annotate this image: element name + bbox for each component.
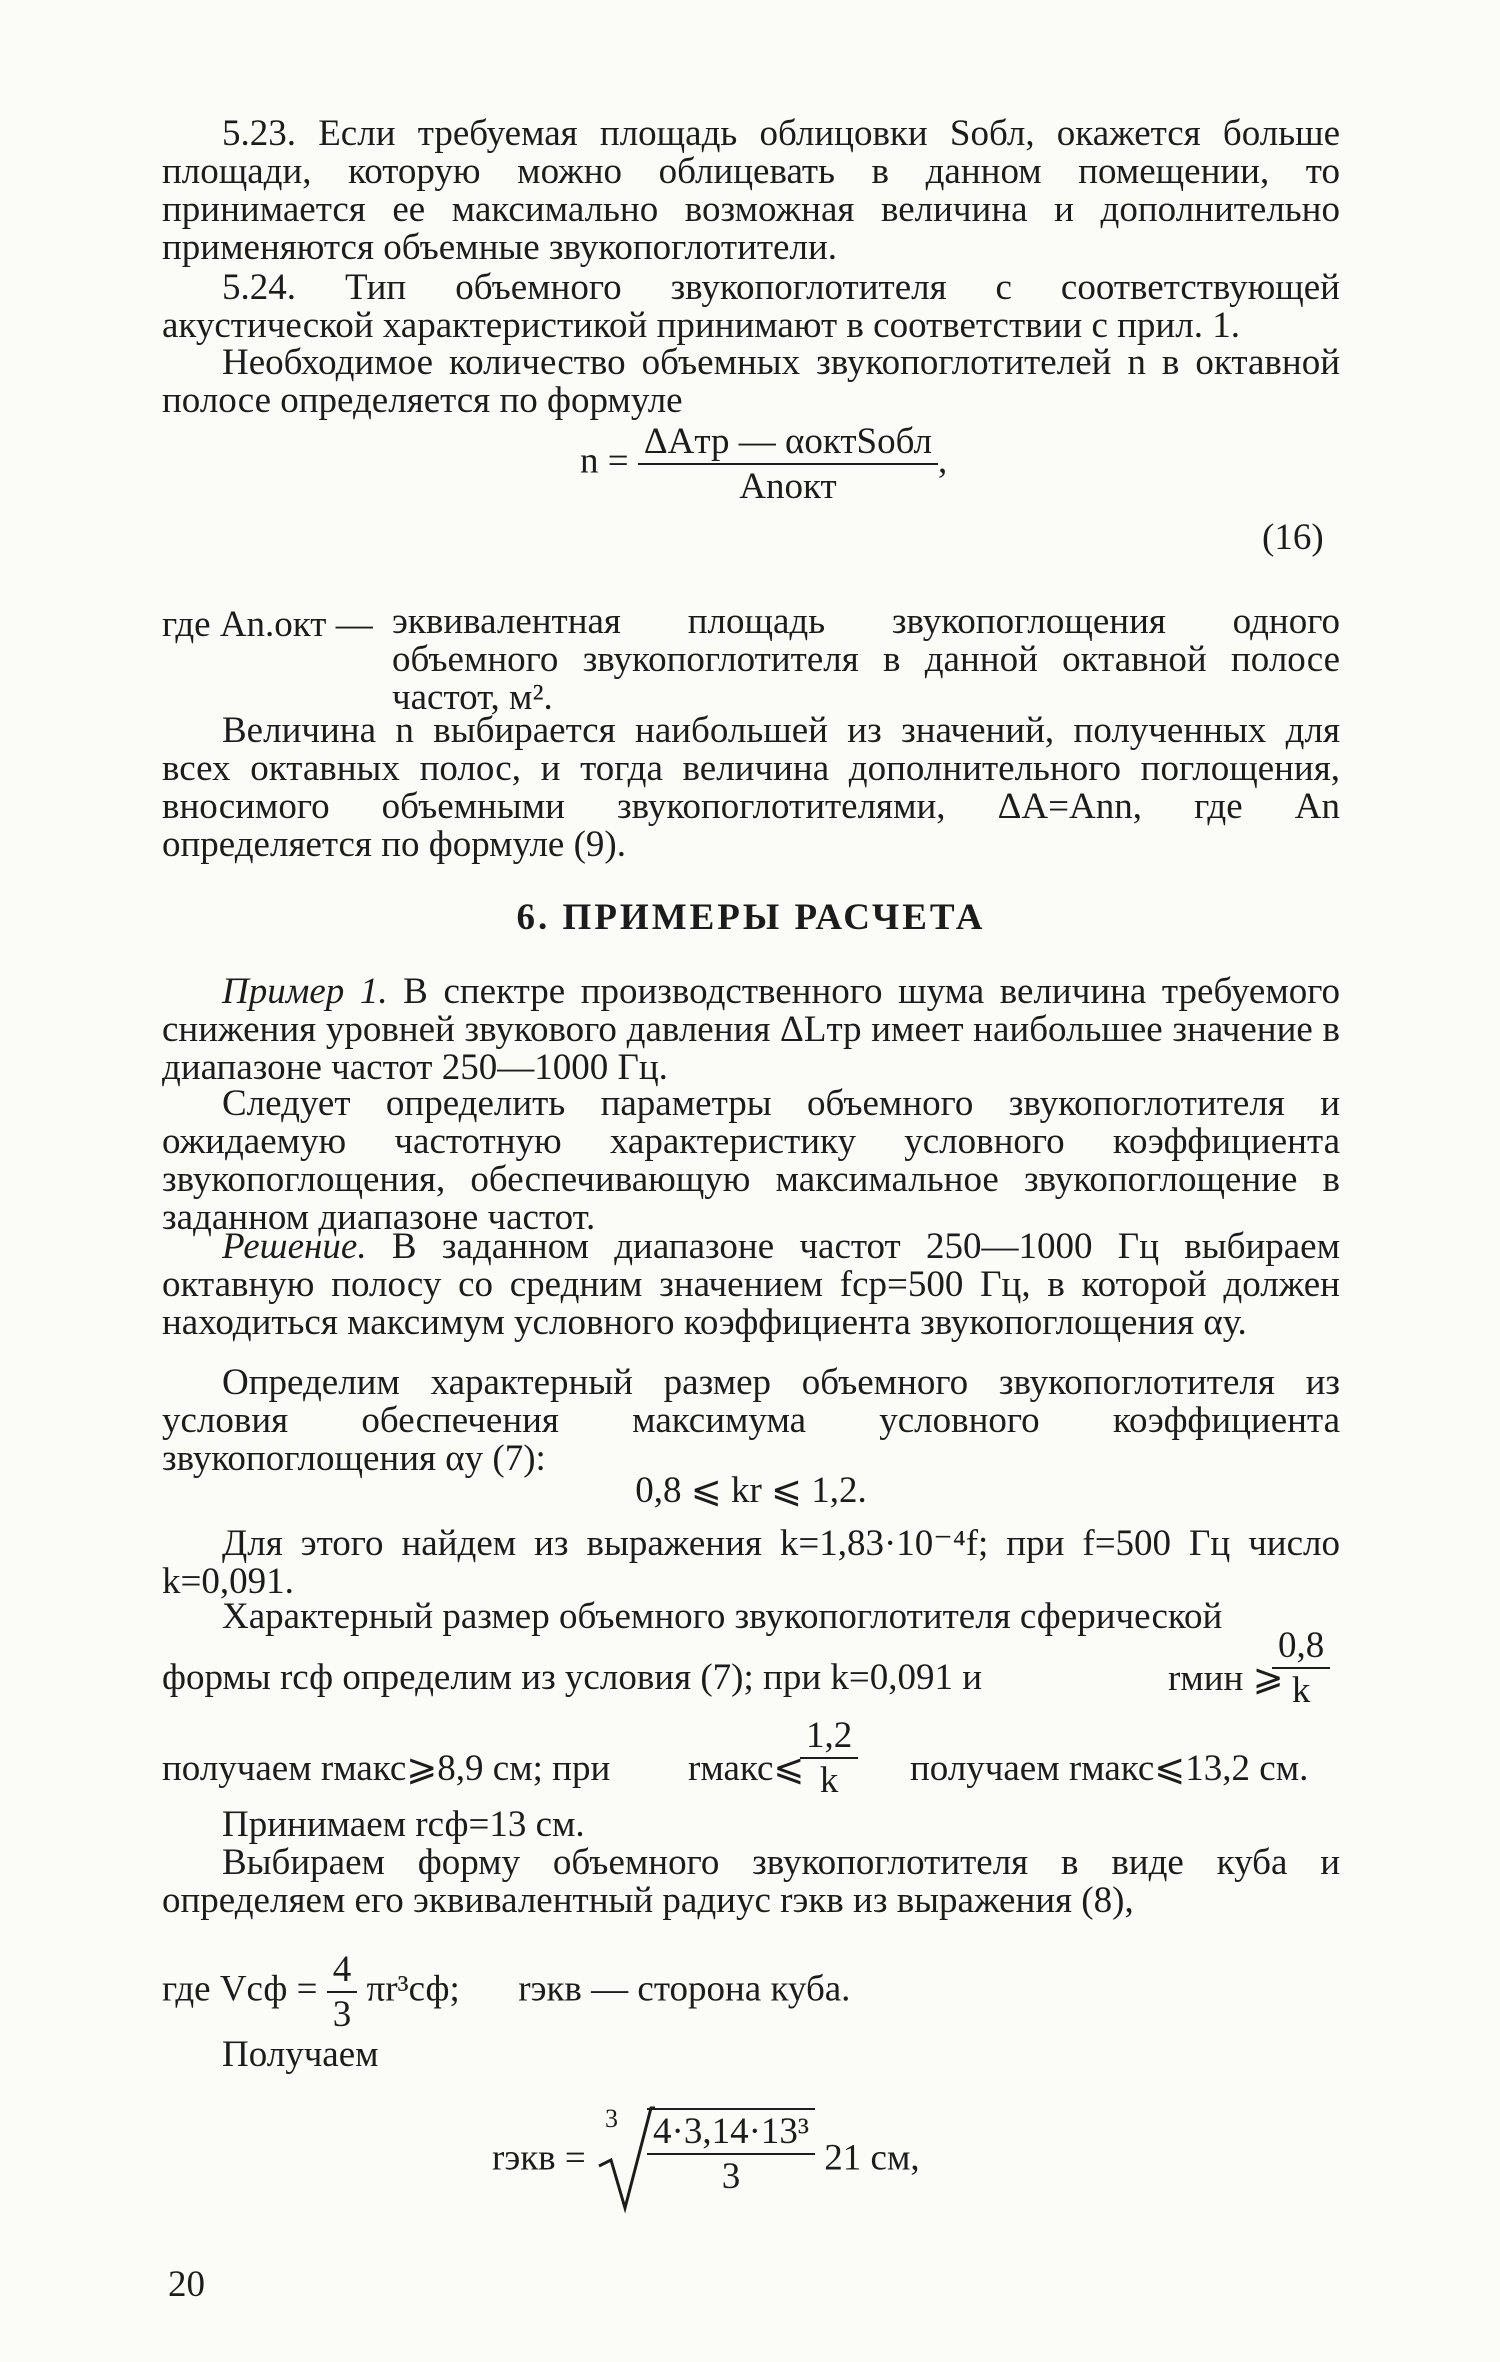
section-title: 6. ПРИМЕРЫ РАСЧЕТА [516, 897, 986, 938]
formula-16-lhs: n = [580, 440, 629, 482]
root-index: 3 [605, 2104, 619, 2133]
formula-final-den: 3 [721, 2156, 741, 2197]
where-2-lead: где Vсф = [162, 1968, 318, 2010]
paragraph-5-23: 5.23. Если требуемая площадь облицовки Sобл, окажется больше площади, которую можно облицевать в данном помещении, то принимается ее максимально возможная величина и дополнительно применяются объемные звукопоглотители. [162, 113, 1340, 268]
root-radical [595, 2104, 815, 2198]
line-get-1: получаем rмакс⩾8,9 см; при [162, 1748, 611, 1789]
fraction-min [1272, 1624, 1330, 1712]
paragraph-value-n: Величина n выбирается наибольшей из значений, полученных для всех октавных полос, и тогда величина дополнительного поглощения, вносимого объемными звукопоглотителями, ΔA=Ann, где An определяется по формуле (9). [162, 710, 1340, 865]
fraction-max-den: k [819, 1760, 839, 1801]
formula-16-tail: , [938, 440, 948, 482]
page-number: 20 [168, 2264, 205, 2305]
formula-final [492, 2104, 920, 2198]
paragraph-follows: Следует определить параметры объемного звукопоглотителя и ожидаемую частотную характеристику условного коэффициента звукопоглощения, обеспечивающую максимальное звукопоглощение в заданном диапазоне частот. [162, 1083, 1340, 1238]
line-form-a: формы rсф определим из условия (7); при k=0,091 и [162, 1657, 983, 1698]
where-2-frac-den: 3 [332, 1994, 352, 2035]
formula-final-num: 4·3,14·13³ [647, 2110, 815, 2155]
inequality: 0,8 ⩽ kr ⩽ 1,2. [635, 1470, 867, 1511]
where-2-tail: rэкв — сторона куба. [518, 1968, 851, 2010]
fraction-max [800, 1714, 858, 1802]
where-2 [162, 1948, 850, 2036]
paragraph-characteristic: Характерный размер объемного звукопоглотителя сферической [222, 1596, 1223, 1637]
line-form-b: rмин ⩾ [1168, 1658, 1284, 1699]
formula-final-lhs: rэкв = [492, 2137, 586, 2179]
where-2-frac-num: 4 [327, 1948, 358, 1993]
fraction-min-den: k [1291, 1670, 1311, 1711]
formula-16-fraction [638, 420, 938, 508]
formula-16-numerator: ΔAтр — αоктSобл [638, 420, 938, 465]
where-lead-1: где An.окт — [162, 604, 373, 645]
radical-sign-icon [595, 2104, 655, 2214]
example-1 [162, 973, 1340, 1087]
formula-final-result: 21 см, [824, 2137, 920, 2179]
formula-16-label: (16) [1262, 517, 1324, 558]
where-2-expr: πr³сф; [366, 1968, 460, 2010]
solution-text: В заданном диапазоне частот 250—1000 Гц выбираем октавную полосу со средним значением fср=500 Гц, в которой должен находиться максимум условного коэффициента звукопоглощения αу. [162, 1226, 1340, 1343]
paragraph-accept: Принимаем rсф=13 см. [222, 1804, 585, 1845]
formula-16 [580, 420, 947, 508]
paragraph-needed-count: Необходимое количество объемных звукопоглотителей n в октавной полосе определяется по формуле [162, 342, 1340, 421]
where-text-1: эквивалентная площадь звукопоглощения одного объемного звукопоглотителя в данной октавной полосе частот, м². [392, 601, 1340, 718]
line-get-2: rмакс⩽ [688, 1748, 805, 1789]
line-get-3: получаем rмакс⩽13,2 см. [910, 1748, 1309, 1789]
solution-label: Решение. [222, 1226, 367, 1267]
paragraph-choose: Выбираем форму объемного звукопоглотителя в виде куба и определяем его эквивалентный радиус rэкв из выражения (8), [162, 1842, 1340, 1921]
paragraph-obtain: Получаем [222, 2034, 379, 2075]
paragraph-define: Определим характерный размер объемного звукопоглотителя из условия обеспечения максимума условного коэффициента звукопоглощения αу (7): [162, 1362, 1340, 1479]
example-1-label: Пример 1. [222, 971, 388, 1012]
solution [162, 1228, 1340, 1342]
paragraph-5-24: 5.24. Тип объемного звукопоглотителя с соответствующей акустической характеристикой принимают в соответствии с прил. 1. [162, 267, 1340, 346]
fraction-min-num: 0,8 [1272, 1624, 1330, 1669]
fraction-max-num: 1,2 [800, 1714, 858, 1759]
example-1-text: В спектре производственного шума величина требуемого снижения уровней звукового давления ΔLтр имеет наибольшее значение в диапазоне частот 250—1000 Гц. [162, 971, 1340, 1088]
formula-16-denominator: Anокт [739, 466, 837, 507]
paragraph-find-k: Для этого найдем из выражения k=1,83·10⁻⁴f; при f=500 Гц число k=0,091. [162, 1523, 1340, 1602]
